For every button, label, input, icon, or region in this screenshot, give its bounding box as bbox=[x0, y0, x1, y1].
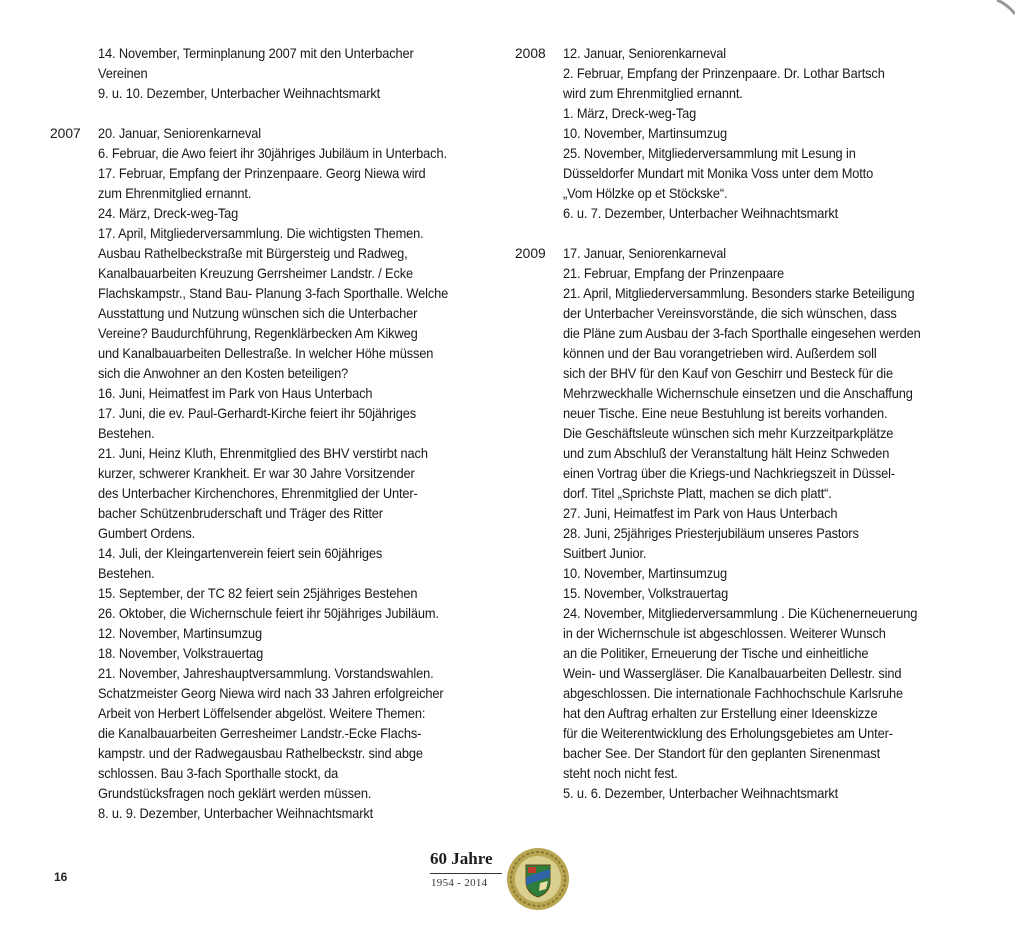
logo-divider bbox=[430, 873, 502, 874]
page-number: 16 bbox=[54, 870, 68, 884]
entry-line: 27. Juni, Heimatfest im Park von Haus Unterbach bbox=[563, 506, 838, 521]
entry-line: dorf. Titel „Sprichste Platt, machen se dich platt“. bbox=[563, 486, 832, 501]
entry-line: des Unterbacher Kirchenchores, Ehrenmitglied der Unter- bbox=[98, 486, 418, 501]
entry-line: 17. Januar, Seniorenkarneval bbox=[563, 246, 727, 261]
entry-line: 28. Juni, 25jähriges Priesterjubiläum unseres Pastors bbox=[563, 526, 859, 541]
entry-line: Wein- und Wassergläser. Die Kanalbauarbeiten Dellestr. sind bbox=[563, 666, 902, 681]
entry-line: 17. April, Mitgliederversammlung. Die wichtigsten Themen. bbox=[98, 226, 424, 241]
entry-line: zum Ehrenmitglied ernannt. bbox=[98, 186, 252, 201]
entries-continuation bbox=[98, 44, 495, 104]
entry-line: 17. Juni, die ev. Paul-Gerhardt-Kirche feiert ihr 50jähriges bbox=[98, 406, 417, 421]
chronicle-continuation bbox=[50, 44, 495, 104]
entry-line: in der Wichernschule ist abgeschlossen. Weiterer Wunsch bbox=[563, 626, 886, 641]
entry-line: und Kanalbauarbeiten Dellestraße. In welcher Höhe müssen bbox=[98, 346, 434, 361]
entry-line: 21. Februar, Empfang der Prinzenpaare bbox=[563, 266, 784, 281]
entry-line: Vereine? Baudurchführung, Regenklärbecken Am Kikweg bbox=[98, 326, 418, 341]
logo-title: 60 Jahre bbox=[430, 849, 493, 868]
chronicle-year-2008 bbox=[515, 44, 965, 224]
entries-2007 bbox=[98, 124, 495, 824]
year-label: 2009 bbox=[515, 246, 546, 261]
entry-line: Kanalbauarbeiten Kreuzung Gerrsheimer Landstr. / Ecke bbox=[98, 266, 414, 281]
entry-line: Bestehen. bbox=[98, 566, 155, 581]
entry-line: „Vom Hölzke op et Stöckske“. bbox=[563, 186, 728, 201]
entry-line: 12. November, Martinsumzug bbox=[98, 626, 262, 641]
entry-line: 8. u. 9. Dezember, Unterbacher Weihnachtsmarkt bbox=[98, 806, 374, 821]
entry-line: 6. u. 7. Dezember, Unterbacher Weihnachtsmarkt bbox=[563, 206, 839, 221]
entry-line: schlossen. Bau 3-fach Sporthalle stockt, da bbox=[98, 766, 339, 781]
entry-line: Schatzmeister Georg Niewa wird nach 33 Jahren erfolgreicher bbox=[98, 686, 444, 701]
entry-line: wird zum Ehrenmitglied ernannt. bbox=[563, 86, 743, 101]
entry-line: 10. November, Martinsumzug bbox=[563, 126, 727, 141]
entry-line: können und der Bau vorangetrieben wird. Außerdem soll bbox=[563, 346, 877, 361]
entry-line: 9. u. 10. Dezember, Unterbacher Weihnachtsmarkt bbox=[98, 86, 381, 101]
entry-line: 16. Juni, Heimatfest im Park von Haus Unterbach bbox=[98, 386, 373, 401]
entry-line: Düsseldorfer Mundart mit Monika Voss unter dem Motto bbox=[563, 166, 874, 181]
entry-line: 21. April, Mitgliederversammlung. Besonders starke Beteiligung bbox=[563, 286, 915, 301]
entry-line: Bestehen. bbox=[98, 426, 155, 441]
entry-line: Mehrzweckhalle Wichernschule einsetzen und die Anschaffung bbox=[563, 386, 913, 401]
entry-line: hat den Auftrag erhalten zur Erstellung einer Ideenskizze bbox=[563, 706, 878, 721]
entry-line: die Kanalbauarbeiten Gerresheimer Landstr.-Ecke Flachs- bbox=[98, 726, 422, 741]
entry-line: bacher See. Der Standort für den geplanten Sirenenmast bbox=[563, 746, 881, 761]
corner-mark-icon bbox=[991, 0, 1015, 16]
left-column bbox=[50, 44, 495, 844]
chronicle-year-2009 bbox=[515, 244, 965, 804]
entry-line: einen Vortrag über die Kriegs-und Nachkriegszeit in Düssel- bbox=[563, 466, 895, 481]
entry-line: 24. November, Mitgliederversammlung . Die Küchenerneuerung bbox=[563, 606, 918, 621]
right-column bbox=[515, 44, 965, 824]
entry-line: 14. Juli, der Kleingartenverein feiert sein 60jähriges bbox=[98, 546, 383, 561]
entry-line: 18. November, Volkstrauertag bbox=[98, 646, 264, 661]
entry-line: 1. März, Dreck-weg-Tag bbox=[563, 106, 697, 121]
entry-line: für die Weiterentwicklung des Erholungsgebietes am Unter- bbox=[563, 726, 893, 741]
logo-years: 1954 - 2014 bbox=[431, 877, 488, 889]
entries-2008 bbox=[563, 44, 965, 224]
entry-line: Gumbert Ordens. bbox=[98, 526, 196, 541]
entry-line: Ausstattung und Nutzung wünschen sich die Unterbacher bbox=[98, 306, 418, 321]
entry-line: 6. Februar, die Awo feiert ihr 30jähriges Jubiläum in Unterbach. bbox=[98, 146, 447, 161]
entry-line: 17. Februar, Empfang der Prinzenpaare. Georg Niewa wird bbox=[98, 166, 426, 181]
year-label: 2007 bbox=[50, 126, 81, 141]
entry-line: abgeschlossen. Die internationale Fachhochschule Karlsruhe bbox=[563, 686, 903, 701]
entry-line: Die Geschäftsleute wünschen sich mehr Kurzzeitparkplätze bbox=[563, 426, 894, 441]
entries-2009 bbox=[563, 244, 965, 804]
entry-line: und zum Abschluß der Veranstaltung hält Heinz Schweden bbox=[563, 446, 890, 461]
entry-line: kurzer, schwerer Krankheit. Er war 30 Jahre Vorsitzender bbox=[98, 466, 415, 481]
entry-line: an die Politiker, Erneuerung der Tische und einheitliche bbox=[563, 646, 869, 661]
entry-line: neuer Tische. Eine neue Bestuhlung ist bereits vorhanden. bbox=[563, 406, 888, 421]
entry-line: die Pläne zum Ausbau der 3-fach Sporthalle eingesehen werden bbox=[563, 326, 921, 341]
chronicle-year-2007 bbox=[50, 124, 495, 824]
entry-line: 26. Oktober, die Wichernschule feiert ihr 50jähriges Jubiläum. bbox=[98, 606, 439, 621]
entry-line: Ausbau Rathelbeckstraße mit Bürgersteig und Radweg, bbox=[98, 246, 408, 261]
entry-line: Suitbert Junior. bbox=[563, 546, 647, 561]
entry-line: Grundstücksfragen noch geklärt werden müssen. bbox=[98, 786, 372, 801]
entry-line: 10. November, Martinsumzug bbox=[563, 566, 727, 581]
year-label: 2008 bbox=[515, 46, 546, 61]
entry-line: 25. November, Mitgliederversammlung mit Lesung in bbox=[563, 146, 856, 161]
entry-line: steht noch nicht fest. bbox=[563, 766, 678, 781]
entry-line: sich die Anwohner an den Kosten beteiligen? bbox=[98, 366, 349, 381]
entry-line: 5. u. 6. Dezember, Unterbacher Weihnachtsmarkt bbox=[563, 786, 839, 801]
entry-line: 20. Januar, Seniorenkarneval bbox=[98, 126, 262, 141]
entry-line: 15. November, Volkstrauertag bbox=[563, 586, 729, 601]
entry-line: 14. November, Terminplanung 2007 mit den Unterbacher bbox=[98, 46, 414, 61]
entry-line: Arbeit von Herbert Löffelsender abgelöst. Weitere Themen: bbox=[98, 706, 426, 721]
coat-of-arms-seal-icon bbox=[506, 847, 570, 911]
entry-line: 12. Januar, Seniorenkarneval bbox=[563, 46, 727, 61]
entry-line: 2. Februar, Empfang der Prinzenpaare. Dr. Lothar Bartsch bbox=[563, 66, 885, 81]
entry-line: kampstr. und der Radwegausbau Rathelbeckstr. sind abge bbox=[98, 746, 423, 761]
entry-line: 15. September, der TC 82 feiert sein 25jähriges Bestehen bbox=[98, 586, 418, 601]
entry-line: 21. Juni, Heinz Kluth, Ehrenmitglied des BHV verstirbt nach bbox=[98, 446, 428, 461]
entry-line: Flachskampstr., Stand Bau- Planung 3-fach Sporthalle. Welche bbox=[98, 286, 449, 301]
entry-line: sich der BHV für den Kauf von Geschirr und Besteck für die bbox=[563, 366, 893, 381]
entry-line: 21. November, Jahreshauptversammlung. Vorstandswahlen. bbox=[98, 666, 434, 681]
entry-line: bacher Schützenbruderschaft und Träger des Ritter bbox=[98, 506, 383, 521]
anniversary-logo bbox=[428, 847, 578, 911]
entry-line: 24. März, Dreck-weg-Tag bbox=[98, 206, 239, 221]
entry-line: Vereinen bbox=[98, 66, 148, 81]
entry-line: der Unterbacher Vereinsvorstände, die sich wünschen, dass bbox=[563, 306, 897, 321]
